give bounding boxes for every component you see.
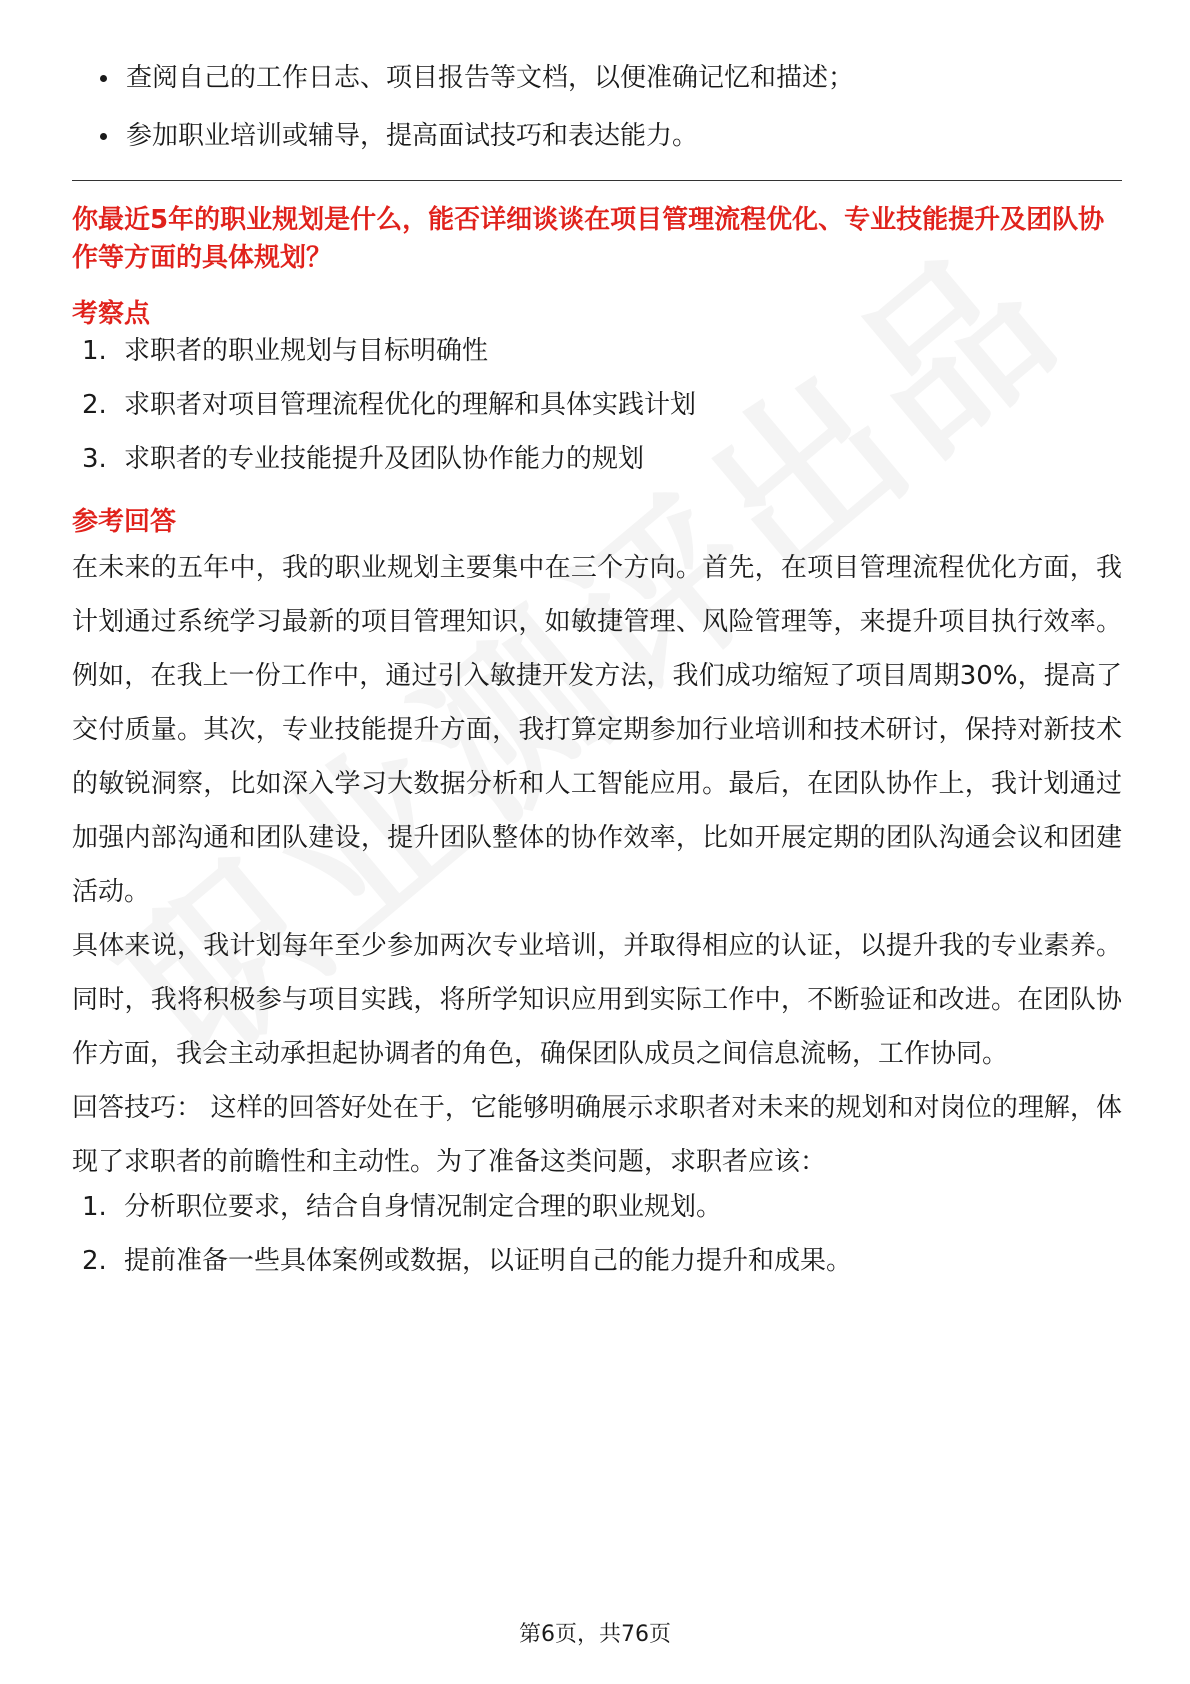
bullet-item (72, 118, 1122, 154)
tips-paragraph: 回答技巧： 这样的回答好处在于，它能够明确展示求职者对未来的规划和对岗位的理解，体现了求职者的前瞻性和主动性。为了准备这类问题，求职者应该： (72, 1093, 1122, 1177)
bullet-text: 参加职业培训或辅导，提高面试技巧和表达能力。 (126, 121, 699, 151)
answer-paragraph: 具体来说，我计划每年至少参加两次专业培训，并取得相应的认证，以提升我的专业素养。同时，我将积极参与项目实践，将所学知识应用到实际工作中，不断验证和改进。在团队协作方面，我会主动承担起协调者的角色，确保团队成员之间信息流畅，工作协同。 (72, 931, 1122, 1069)
bullet-dot-icon (100, 133, 107, 140)
tip-item (72, 1189, 1122, 1225)
section-divider (72, 180, 1122, 181)
focus-title: 考察点 (72, 299, 151, 329)
answer-title: 参考回答 (72, 507, 177, 537)
focus-list (72, 333, 1122, 477)
bullet-list (72, 60, 1122, 154)
tips-list (72, 1189, 1122, 1279)
tip-item-text: 提前准备一些具体案例或数据，以证明自己的能力提升和成果。 (124, 1246, 853, 1276)
focus-item-text: 求职者的职业规划与目标明确性 (124, 336, 489, 366)
list-number: 2. (82, 1246, 107, 1276)
tip-item-text: 分析职位要求，结合自身情况制定合理的职业规划。 (124, 1192, 723, 1222)
focus-item-text: 求职者对项目管理流程优化的理解和具体实践计划 (124, 390, 697, 420)
question-heading: 你最近5年的职业规划是什么，能否详细谈谈在项目管理流程优化、专业技能提升及团队协作等方面的具体规划？ (72, 205, 1105, 273)
bullet-dot-icon (100, 75, 107, 82)
answer-paragraph: 在未来的五年中，我的职业规划主要集中在三个方向。首先，在项目管理流程优化方面，我计划通过系统学习最新的项目管理知识，如敏捷管理、风险管理等，来提升项目执行效率。例如，在我上一份工作中，通过引入敏捷开发方法，我们成功缩短了项目周期30%，提高了交付质量。其次，专业技能提升方面，我打算定期参加行业培训和技术研讨，保持对新技术的敏锐洞察，比如深入学习大数据分析和人工智能应用。最后，在团队协作上，我计划通过加强内部沟通和团队建设，提升团队整体的协作效率，比如开展定期的团队沟通会议和团建活动。 (72, 553, 1122, 907)
bullet-item (72, 60, 1122, 96)
list-number: 2. (82, 390, 107, 420)
focus-item (72, 333, 1122, 369)
list-number: 1. (82, 1192, 107, 1222)
focus-item (72, 441, 1122, 477)
list-number: 3. (82, 444, 107, 474)
focus-item (72, 387, 1122, 423)
page-content (72, 60, 1122, 1297)
tip-item (72, 1243, 1122, 1279)
page-footer: 第6页，共76页 (519, 1622, 671, 1647)
bullet-text: 查阅自己的工作日志、项目报告等文档，以便准确记忆和描述； (126, 63, 855, 93)
focus-item-text: 求职者的专业技能提升及团队协作能力的规划 (124, 444, 645, 474)
list-number: 1. (82, 336, 107, 366)
